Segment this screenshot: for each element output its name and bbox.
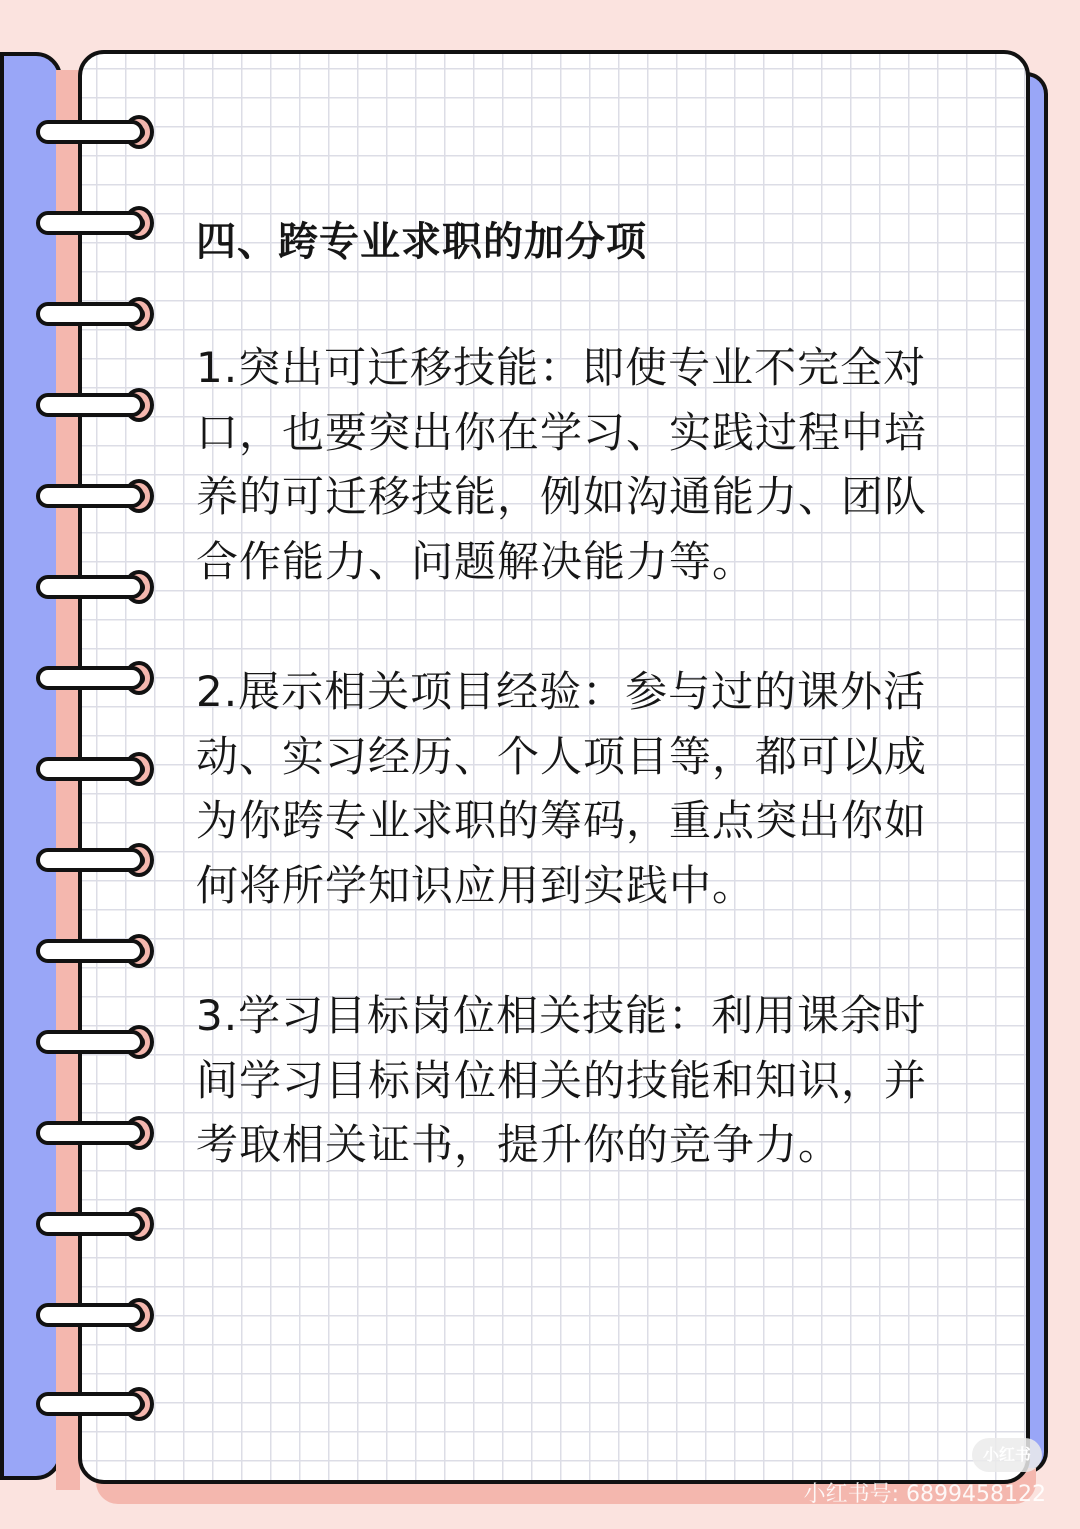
spiral-ring xyxy=(36,474,154,518)
spiral-ring xyxy=(36,1202,154,1246)
note-paragraph-2: 2.展示相关项目经验：参与过的课外活动、实习经历、个人项目等，都可以成为你跨专业求职的筹码，重点突出你如何将所学知识应用到实践中。 xyxy=(196,667,928,910)
note-paragraph-1: 1.突出可迁移技能：即使专业不完全对口，也要突出你在学习、实践过程中培养的可迁移技能，例如沟通能力、团队合作能力、问题解决能力等。 xyxy=(196,343,928,586)
ring-bar xyxy=(36,1392,144,1416)
spiral-ring xyxy=(36,1293,154,1337)
ring-bar xyxy=(36,393,144,417)
watermark-logo: 小红书 xyxy=(972,1438,1042,1472)
ring-bar xyxy=(36,939,144,963)
ring-bar xyxy=(36,1212,144,1236)
ring-bar xyxy=(36,1303,144,1327)
spiral-ring xyxy=(36,747,154,791)
spiral-ring xyxy=(36,383,154,427)
note-paragraph-3: 3.学习目标岗位相关技能：利用课余时间学习目标岗位相关的技能和知识，并考取相关证书，提升你的竞争力。 xyxy=(196,991,928,1169)
spiral-ring xyxy=(36,1382,154,1426)
spiral-ring xyxy=(36,656,154,700)
ring-bar xyxy=(36,575,144,599)
ring-bar xyxy=(36,848,144,872)
ring-bar xyxy=(36,211,144,235)
spiral-ring xyxy=(36,1020,154,1064)
ring-bar xyxy=(36,1121,144,1145)
ring-bar xyxy=(36,120,144,144)
watermark-id: 小红书号: 6899458122 xyxy=(803,1482,1046,1507)
ring-bar xyxy=(36,666,144,690)
note-content xyxy=(196,212,936,1244)
spiral-ring xyxy=(36,838,154,882)
ring-bar xyxy=(36,1030,144,1054)
spiral-ring xyxy=(36,292,154,336)
spiral-ring xyxy=(36,1111,154,1155)
ring-bar xyxy=(36,484,144,508)
spiral-ring xyxy=(36,201,154,245)
spiral-ring xyxy=(36,565,154,609)
ring-bar xyxy=(36,302,144,326)
note-title: 四、跨专业求职的加分项 xyxy=(196,219,647,265)
ring-bar xyxy=(36,757,144,781)
spiral-ring xyxy=(36,110,154,154)
spiral-ring xyxy=(36,929,154,973)
